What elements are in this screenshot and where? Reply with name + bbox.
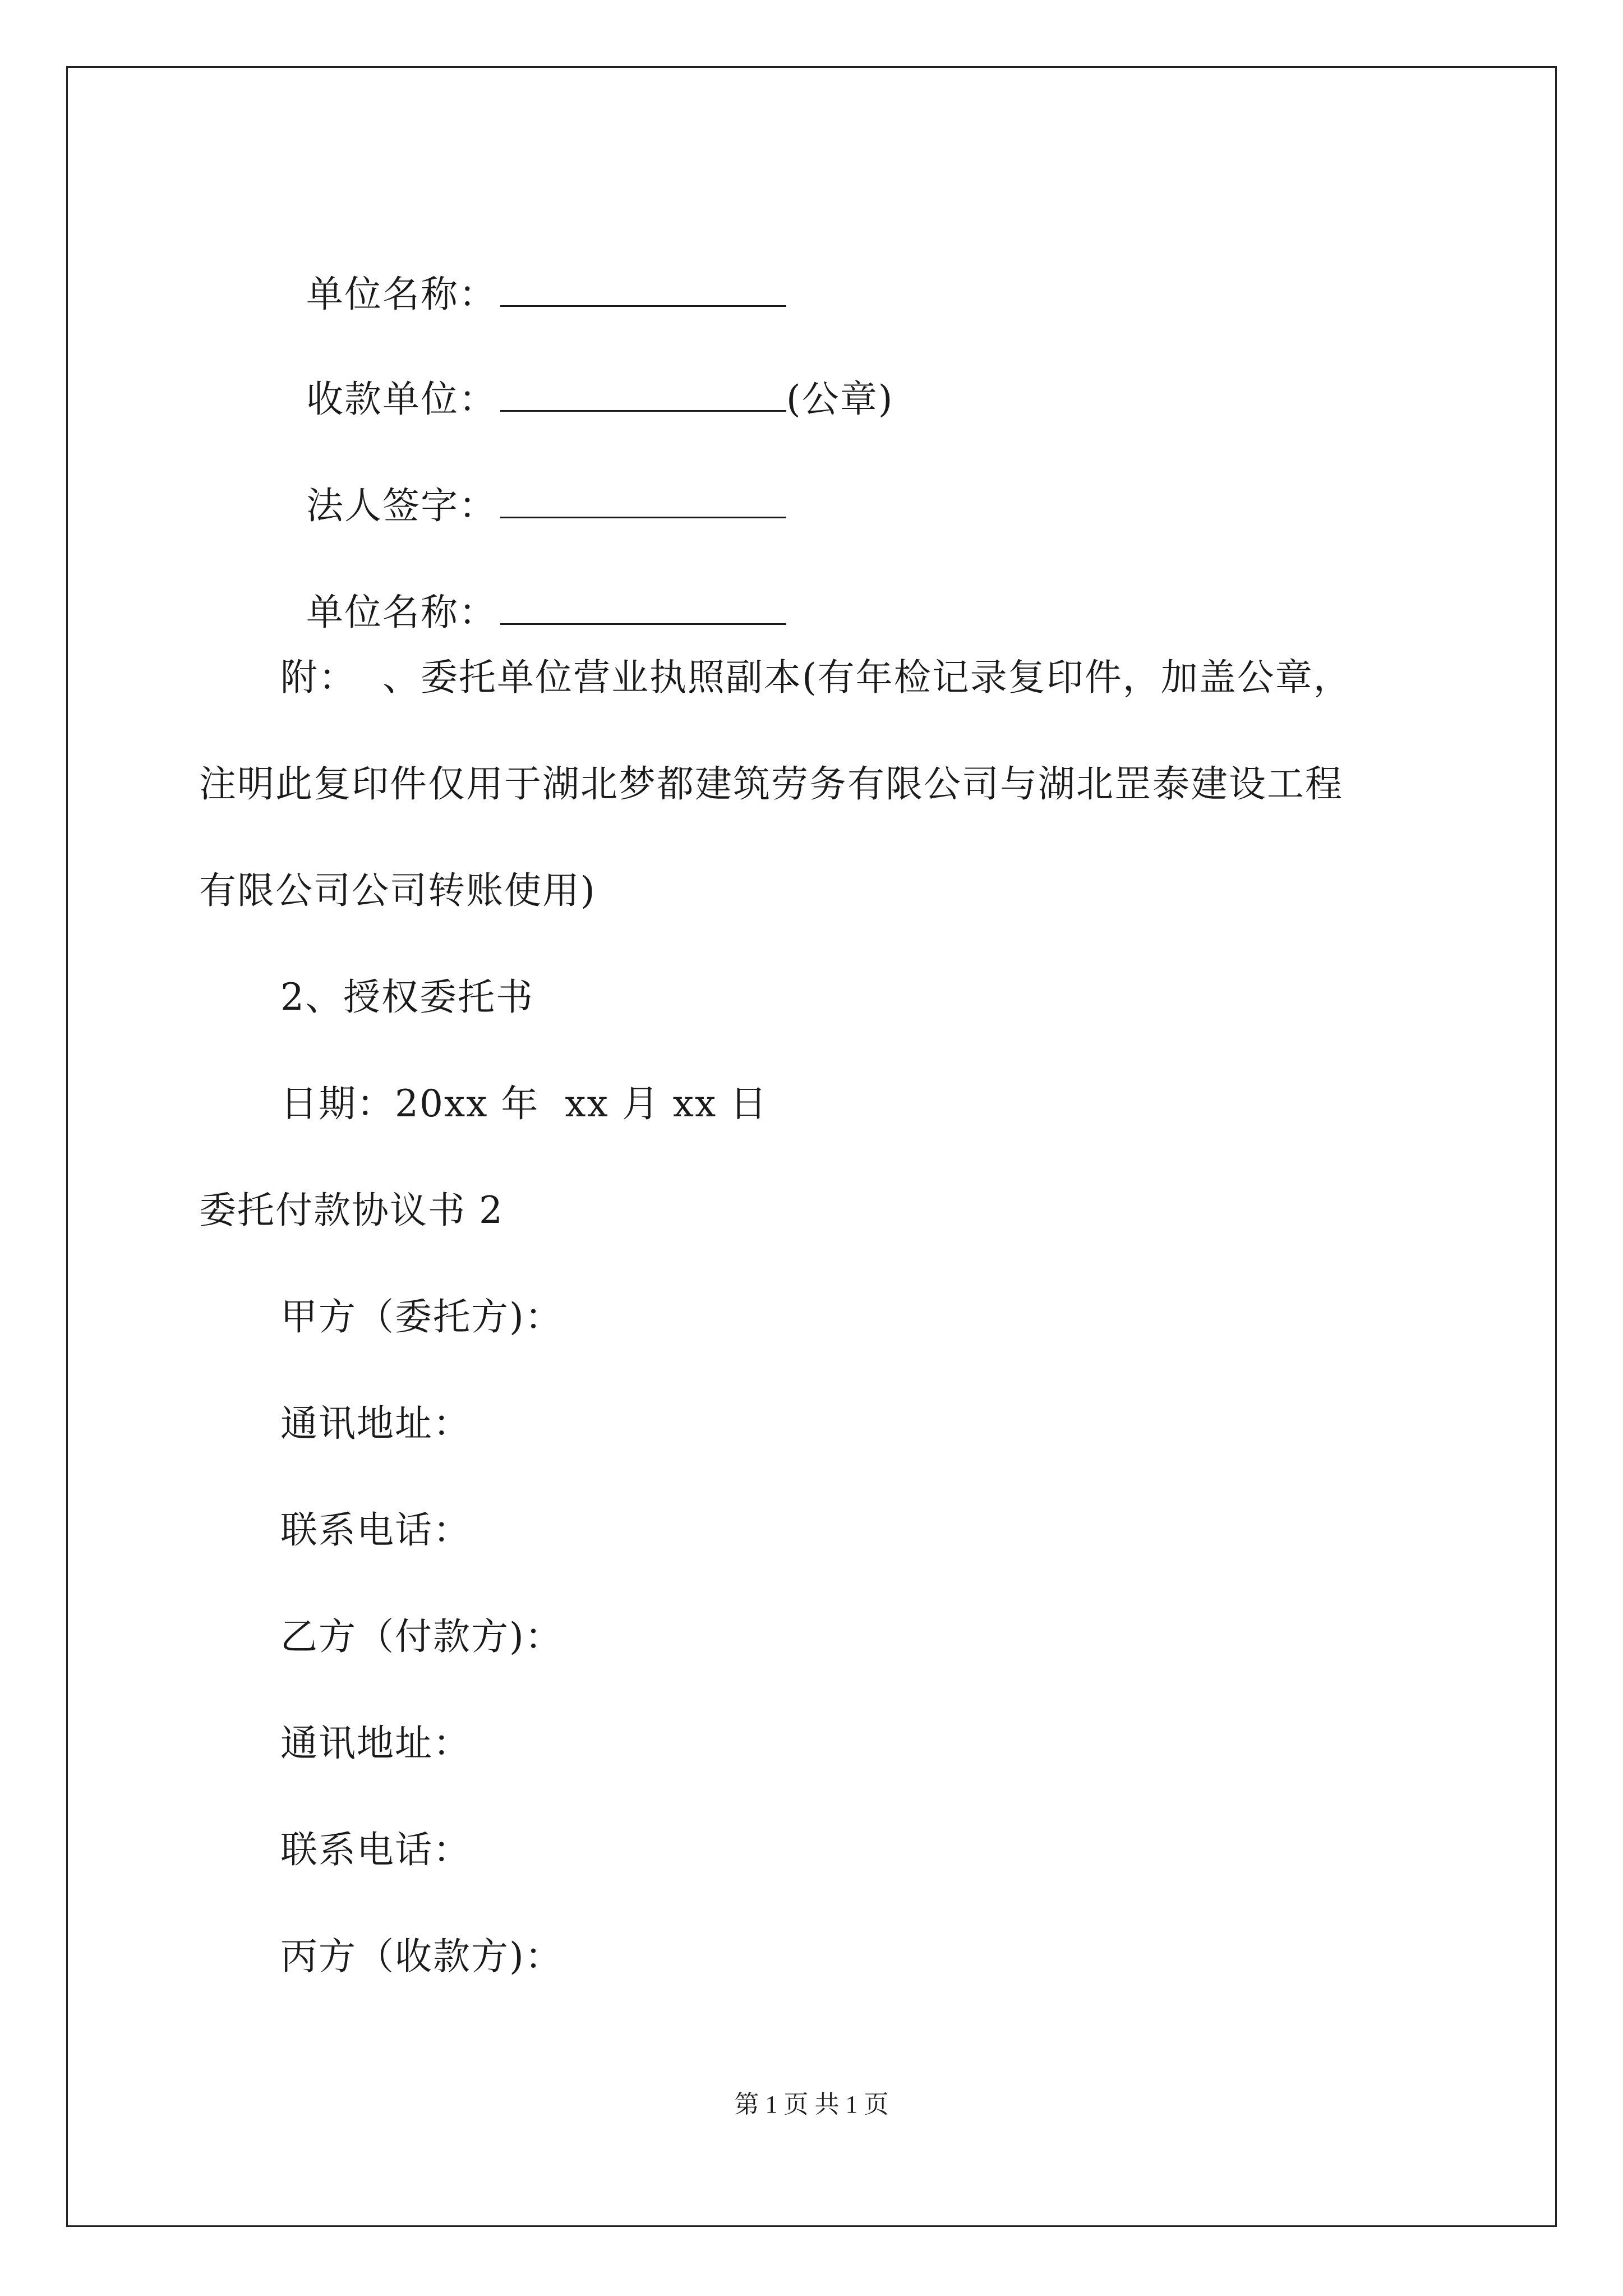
legal-sign-line: [280, 446, 786, 527]
attachment-line-1: 附： 、委托单位营业执照副本(有年检记录复印件，加盖公章，: [280, 656, 1352, 699]
unit-name-blank-2: [500, 590, 786, 625]
official-seal-note: (公章): [786, 378, 894, 421]
unit-name-blank: [500, 272, 786, 307]
party-b-phone: 联系电话：: [280, 1828, 471, 1871]
unit-name-label-2: 单位名称：: [306, 591, 497, 634]
attachment-line-3: 有限公司公司转账使用): [199, 869, 596, 912]
date-line: 日期：20xx 年 xx 月 xx 日: [280, 1082, 768, 1125]
unit-name-line-2: [280, 553, 786, 634]
unit-name-label: 单位名称：: [306, 273, 497, 316]
party-c-line: 丙方（收款方)：: [280, 1935, 563, 1978]
legal-sign-blank: [500, 483, 786, 518]
party-b-address: 通讯地址：: [280, 1722, 471, 1765]
document-title: 委托付款协议书 2: [199, 1189, 504, 1232]
payee-unit-blank: [500, 376, 786, 412]
payee-unit-label: 收款单位：: [306, 378, 497, 421]
party-b-line: 乙方（付款方)：: [280, 1615, 563, 1658]
payee-unit-line: [280, 339, 894, 421]
attachment-line-2: 注明此复印件仅用于湖北梦都建筑劳务有限公司与湖北罡泰建设工程: [199, 762, 1343, 806]
item-authorization: 2、授权委托书: [280, 976, 534, 1019]
unit-name-line-1: [280, 234, 786, 316]
page-footer: 第 1 页 共 1 页: [734, 2091, 889, 2118]
legal-sign-label: 法人签字：: [306, 484, 497, 527]
party-a-line: 甲方（委托方)：: [280, 1295, 563, 1338]
party-a-address: 通讯地址：: [280, 1402, 471, 1445]
party-a-phone: 联系电话：: [280, 1508, 471, 1552]
